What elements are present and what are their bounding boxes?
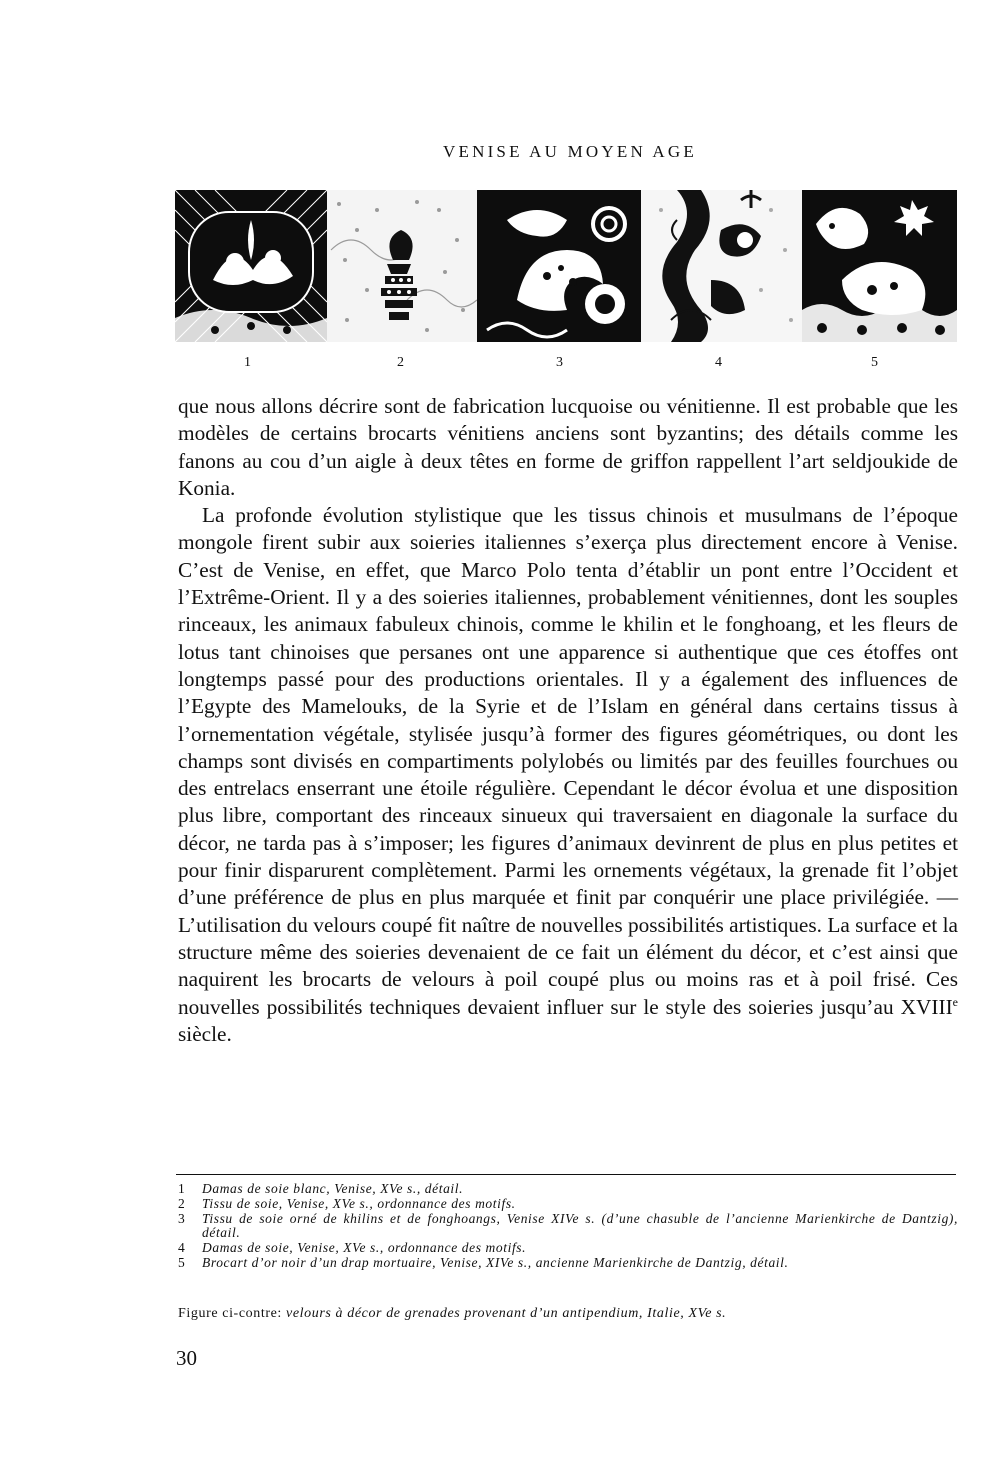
plate-captions bbox=[178, 1182, 958, 1271]
plate-2-silk-pattern-image bbox=[327, 190, 477, 342]
plate-5-gold-brocade-image bbox=[802, 190, 957, 342]
plate-3-khilin-fonghoang-image bbox=[477, 190, 641, 342]
caption-text: Tissu de soie orné de khilins et de fonghoangs, Venise XIVe s. (d’une chasuble de l’ancienne Marienkirche de Dantzig), détail. bbox=[202, 1210, 958, 1241]
paragraph-1: que nous allons décrire sont de fabrication lucquoise ou vénitienne. Il est probable que les modèles de certains brocarts vénitiens anciens sont byzantins; des détails comme les fanons au cou d’un aigle à deux têtes en forme de griffon rappellent l’art seldjoukide de Konia. bbox=[178, 394, 958, 500]
century-superscript: e bbox=[952, 994, 958, 1009]
caption-item bbox=[178, 1212, 958, 1242]
figure-caption bbox=[178, 1306, 958, 1322]
century-numeral: XVIII bbox=[900, 994, 953, 1019]
caption-text: Tissu de soie, Venise, XVe s., ordonnance des motifs. bbox=[202, 1195, 516, 1211]
caption-text: Damas de soie blanc, Venise, XVe s., détail. bbox=[202, 1181, 464, 1196]
plate-number-5: 5 bbox=[871, 355, 878, 370]
caption-item bbox=[178, 1256, 958, 1271]
body-text bbox=[178, 393, 958, 1048]
caption-number: 5 bbox=[178, 1254, 185, 1270]
caption-text: Damas de soie, Venise, XVe s., ordonnance des motifs. bbox=[202, 1240, 527, 1256]
paragraph-2-text: La profonde évolution stylistique que les tissus chinois et musulmans de l’époque mongole firent subir aux soieries italiennes s’exerça plus directement encore à Venise. C’est de Venise, en effet, que Marco Polo tenta d’établir un pont entre l’Occident et l’Extrême-Orient. Il y a des soieries italiennes, probablement vénitiennes, dont les souples rinceaux, les animaux fabuleux chinois, comme le khilin et le fonghoang, et les fleurs de lotus tant chinoises que persanes ont une apparence si authentique que ces étoffes ont longtemps passé pour des productions orientales. Il y a également des influences de l’Egypte des Mamelouks, de la Syrie et de l’Islam en général dans certains tissus à l’ornementation végétale, stylisée jusqu’à former des figures géométriques, ou dont les champs sont divisés en compartiments polylobés ou limités par des feuilles fourchues ou des entrelacs enserrant une étoile régulière. Cependant le décor évolua et une disposition plus libre, comportant des rinceaux sinueux qui traversaient en diagonale la surface du décor, ne tarda pas à s’imposer; les figures d’animaux devinrent de plus en plus petites et pour finir disparurent complètement. Parmi les ornements végétaux, la grenade fit l’objet d’une préférence de plus en plus marquée et finit par conquérir une place privilégiée. — L’utilisation du velours coupé fit naître de nouvelles possibilités artistiques. La surface et la structure même des soieries devenaient de ce fait un élément du décor, et c’est ainsi que naquirent les brocarts de velours à poil coupé plus ou moins ras et à poil frisé. Ces nouvelles possibilités techniques devaient influer sur le style des soieries jusqu’au bbox=[178, 503, 958, 1019]
plate-number-4: 4 bbox=[715, 355, 722, 370]
paragraph-2 bbox=[178, 502, 958, 1048]
caption-item bbox=[178, 1182, 958, 1197]
caption-number: 4 bbox=[178, 1240, 185, 1256]
caption-item bbox=[178, 1241, 958, 1256]
caption-number: 1 bbox=[178, 1181, 185, 1196]
caption-number: 3 bbox=[178, 1210, 185, 1226]
plate-4-damask-pattern-image bbox=[641, 190, 802, 342]
caption-text: Brocart d’or noir d’un drap mortuaire, Venise, XIVe s., ancienne Marienkirche de Dantzig, détail. bbox=[202, 1254, 789, 1270]
plate-number-2: 2 bbox=[397, 355, 404, 370]
figure-caption-text: velours à décor de grenades provenant d’un antipendium, Italie, XVe s. bbox=[286, 1306, 727, 1321]
page-number: 30 bbox=[176, 1346, 197, 1370]
plate-number-1: 1 bbox=[244, 355, 251, 370]
caption-number: 2 bbox=[178, 1195, 185, 1211]
caption-item bbox=[178, 1197, 958, 1212]
paragraph-2-end: siècle. bbox=[178, 1021, 232, 1046]
running-title: VENISE AU MOYEN AGE bbox=[443, 142, 697, 161]
plate-1-white-damask-image bbox=[175, 190, 327, 342]
footnote-divider bbox=[176, 1174, 956, 1175]
figure-caption-label: Figure ci-contre: bbox=[178, 1306, 282, 1321]
plate-number-3: 3 bbox=[556, 355, 563, 370]
